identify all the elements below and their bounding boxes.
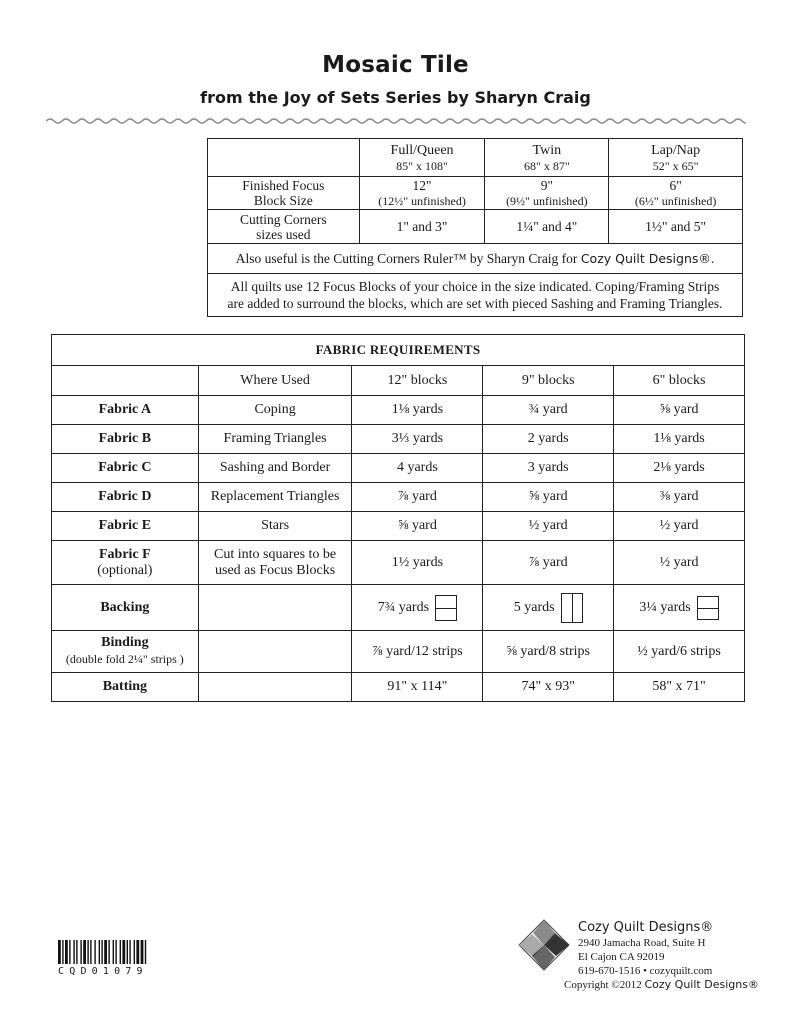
table-cell: ⅞ yard/12 strips: [352, 631, 483, 673]
where-used: [198, 673, 352, 702]
where-used: Coping: [198, 396, 352, 425]
company-info: [564, 920, 759, 992]
where-used: [198, 585, 352, 631]
size-col-lap-nap: Lap/Nap 52" x 65": [609, 139, 743, 177]
table-row-batting: [52, 673, 745, 702]
company-name: Cozy Quilt Designs®: [578, 920, 714, 935]
where-used: Framing Triangles: [198, 425, 352, 454]
table-cell: ¾ yard: [483, 396, 614, 425]
size-cell: 1" and 3": [359, 210, 485, 244]
table-cell: ⅞ yard: [352, 483, 483, 512]
table-row: [52, 425, 745, 454]
size-note-ruler: [208, 244, 743, 274]
where-used: Stars: [198, 512, 352, 541]
barcode: [58, 940, 200, 966]
table-cell: ⅝ yard: [352, 512, 483, 541]
table-cell: ½ yard: [614, 541, 745, 585]
copyright: Copyright ©2012 Cozy Quilt Designs®: [564, 978, 759, 991]
brand-text: Cozy Quilt Designs®: [580, 251, 711, 266]
table-row-backing: [52, 585, 745, 631]
column-header: 9" blocks: [483, 366, 614, 396]
size-cell: 12" (12½" unfinished): [359, 177, 485, 210]
table-cell: ⅜ yard: [614, 483, 745, 512]
fabric-label: Fabric F (optional): [52, 541, 199, 585]
column-header: 12" blocks: [352, 366, 483, 396]
table-row-fabric-f: [52, 541, 745, 585]
size-cell: 1½" and 5": [609, 210, 743, 244]
table-cell: ½ yard: [614, 512, 745, 541]
table-cell: ⅝ yard: [483, 483, 614, 512]
ruler-note: Also useful is the Cutting Corners Ruler™ by Sharyn Craig for Cozy Quilt Designs®.: [208, 244, 743, 274]
fabric-label: Fabric A: [52, 396, 199, 425]
table-cell: 3⅓ yards: [352, 425, 483, 454]
size-header-row: [208, 139, 743, 177]
page-title: Mosaic Tile: [322, 52, 469, 78]
table-row: [52, 512, 745, 541]
column-header: [52, 366, 199, 396]
table-cell: ⅝ yard/8 strips: [483, 631, 614, 673]
table-cell: ⅝ yard: [614, 396, 745, 425]
size-cell: 9" (9½" unfinished): [485, 177, 609, 210]
fabric-label: Fabric B: [52, 425, 199, 454]
backing-horizontal-seam-icon: [435, 595, 457, 621]
table-cell: 3 yards: [483, 454, 614, 483]
table-cell: 3¼ yards: [614, 585, 745, 631]
size-note-quilts: [208, 274, 743, 317]
table-cell: 1⅛ yards: [352, 396, 483, 425]
quilts-note: All quilts use 12 Focus Blocks of your choice in the size indicated. Coping/Framing Strips are added to surround the blocks, which are set with pieced Sashing and Framing Triangles.: [208, 274, 743, 317]
table-cell: 74" x 93": [483, 673, 614, 702]
table-cell: ½ yard: [483, 512, 614, 541]
table-row: [52, 483, 745, 512]
table-cell: ½ yard/6 strips: [614, 631, 745, 673]
table-cell: 2 yards: [483, 425, 614, 454]
fabric-label: Fabric C: [52, 454, 199, 483]
size-table: [207, 138, 743, 317]
pinwheel-logo-icon: [517, 918, 571, 972]
backing-horizontal-seam-icon: [697, 596, 719, 620]
column-header: 6" blocks: [614, 366, 745, 396]
where-used: [198, 631, 352, 673]
size-row-block-size: [208, 177, 743, 210]
size-col-full-queen: Full/Queen 85" x 108": [359, 139, 485, 177]
wavy-divider: [46, 116, 746, 126]
table-cell: 1⅛ yards: [614, 425, 745, 454]
size-row-label: Cutting Corners sizes used: [208, 210, 360, 244]
table-cell: ⅞ yard: [483, 541, 614, 585]
table-cell: 4 yards: [352, 454, 483, 483]
backing-label: Backing: [52, 585, 199, 631]
where-used: Sashing and Border: [198, 454, 352, 483]
table-row-binding: [52, 631, 745, 673]
size-cell: 1¼" and 4": [485, 210, 609, 244]
table-cell: 58" x 71": [614, 673, 745, 702]
backing-vertical-seam-icon: [561, 593, 583, 623]
fabric-label: Fabric D: [52, 483, 199, 512]
fabric-title-row: [52, 335, 745, 366]
size-cell: 6" (6½" unfinished): [609, 177, 743, 210]
fabric-label: Fabric E: [52, 512, 199, 541]
table-row: [52, 396, 745, 425]
size-row-cutting-corners: [208, 210, 743, 244]
table-cell: 91" x 114": [352, 673, 483, 702]
where-used: Cut into squares to be used as Focus Blocks: [198, 541, 352, 585]
column-header: Where Used: [198, 366, 352, 396]
table-row: [52, 454, 745, 483]
table-cell: 7¾ yards: [352, 585, 483, 631]
table-cell: 1½ yards: [352, 541, 483, 585]
barcode-number: CQD01079: [58, 966, 148, 977]
table-cell: 5 yards: [483, 585, 614, 631]
size-header-empty: [208, 139, 360, 177]
fabric-requirements-title: FABRIC REQUIREMENTS: [52, 335, 745, 366]
company-address: 2940 Jamacha Road, Suite H: [578, 937, 706, 949]
batting-label: Batting: [52, 673, 199, 702]
company-contact: 619-670-1516 • cozyquilt.com: [578, 965, 713, 977]
size-col-twin: Twin 68" x 87": [485, 139, 609, 177]
binding-label: Binding (double fold 2¼" strips ): [52, 631, 199, 673]
page-subtitle: from the Joy of Sets Series by Sharyn Craig: [200, 88, 591, 107]
table-cell: 2⅛ yards: [614, 454, 745, 483]
company-city: El Cajon CA 92019: [578, 951, 665, 963]
fabric-requirements-table: [51, 334, 745, 702]
where-used: Replacement Triangles: [198, 483, 352, 512]
size-row-label: Finished Focus Block Size: [208, 177, 360, 210]
fabric-header-row: [52, 366, 745, 396]
